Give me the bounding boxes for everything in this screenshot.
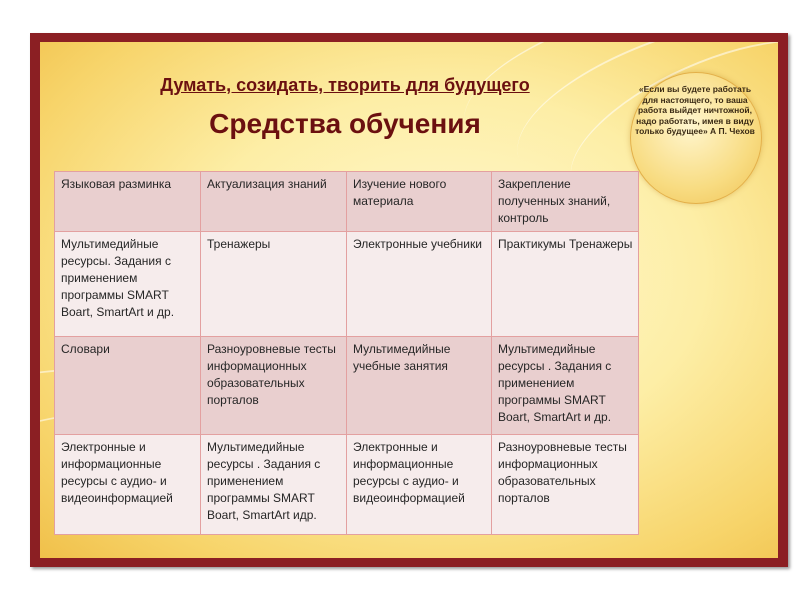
chekhov-quote: «Если вы будете работать для настоящего, то ваша работа выйдет ничтожной, надо работать, имея в виду только будущее» А П. Чехов: [635, 84, 755, 136]
table-cell: Словари: [55, 337, 201, 435]
header-cell: Закрепление полученных знаний, контроль: [492, 172, 639, 232]
header-cell: Актуализация знаний: [201, 172, 347, 232]
table-cell: Разноуровневые тесты информационных образовательных порталов: [492, 435, 639, 535]
table-cell: Мультимедийные учебные занятия: [347, 337, 492, 435]
table-cell: Электронные и информационные ресурсы с аудио- и видеоинформацией: [55, 435, 201, 535]
table-cell: Мультимедийные ресурсы. Задания с применением программы SMART Boart, SmartArt и др.: [55, 232, 201, 337]
teaching-tools-table: [54, 171, 639, 535]
table-header-row: [55, 172, 639, 232]
table-cell: Практикумы Тренажеры: [492, 232, 639, 337]
table-cell: Разноуровневые тесты информационных образовательных порталов: [201, 337, 347, 435]
table-cell: Электронные учебники: [347, 232, 492, 337]
slide-title: Средства обучения: [209, 108, 481, 139]
table-row: [55, 232, 639, 337]
table-row: [55, 337, 639, 435]
slide-subtitle: Думать, созидать, творить для будущего: [160, 75, 530, 95]
table-row: [55, 435, 639, 535]
table-cell: Электронные и информационные ресурсы с аудио- и видеоинформацией: [347, 435, 492, 535]
header-cell: Языковая разминка: [55, 172, 201, 232]
header-cell: Изучение нового материала: [347, 172, 492, 232]
table-cell: Мультимедийные ресурсы . Задания с применением программы SMART Boart, SmartArt идр.: [201, 435, 347, 535]
table-cell: Тренажеры: [201, 232, 347, 337]
table-cell: Мультимедийные ресурсы . Задания с применением программы SMART Boart, SmartArt и др.: [492, 337, 639, 435]
